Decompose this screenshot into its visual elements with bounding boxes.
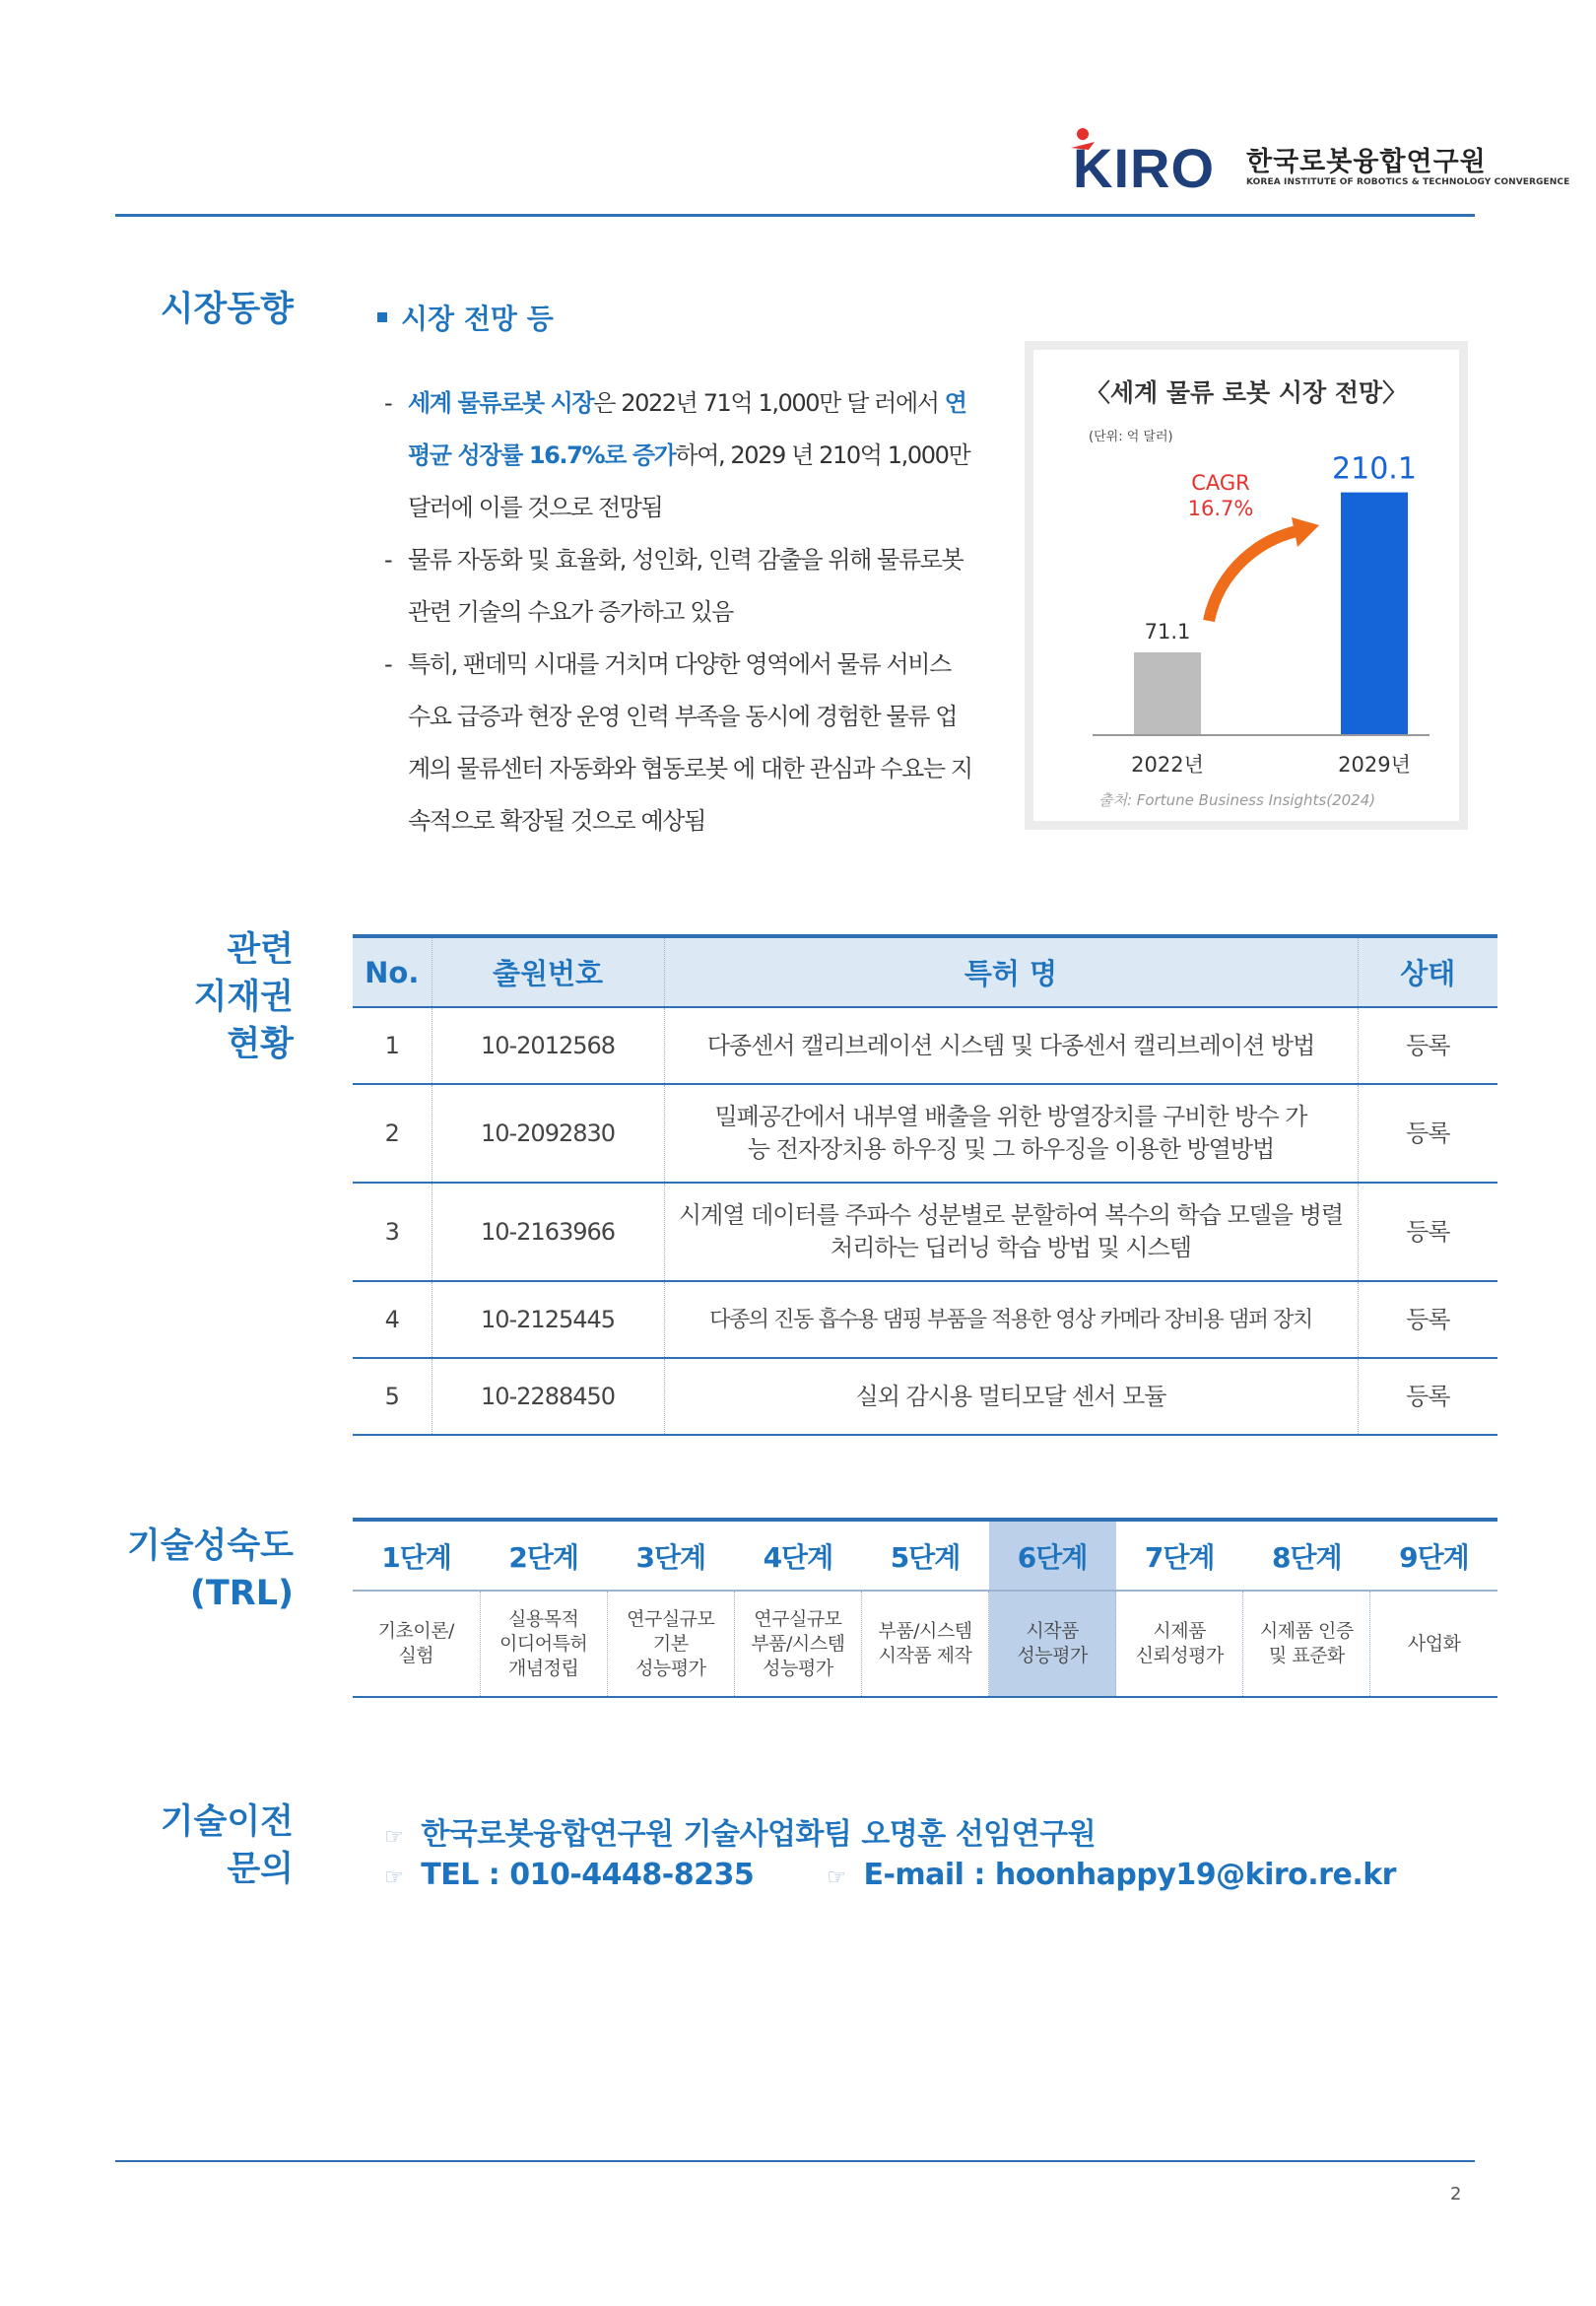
bar-2029년 <box>1341 493 1408 734</box>
chart-svg <box>1033 350 1459 821</box>
cagr-value: 16.7% <box>1187 497 1254 520</box>
trl-desc-line: 부품/시스템 <box>878 1620 972 1642</box>
category-label: 2029년 <box>1338 753 1411 777</box>
col-header-no: No. <box>353 936 432 1007</box>
trl-desc-line: 이디어특허 <box>499 1632 588 1655</box>
header-rule <box>115 214 1475 217</box>
logo-text: KIRO <box>1073 137 1215 195</box>
patent-table <box>353 934 1497 1436</box>
cell-app: 10-2163966 <box>432 1183 664 1281</box>
trl-stage-desc <box>734 1591 861 1697</box>
market-heading: 시장 전망 등 <box>377 298 554 337</box>
section-label-patents: 관련 지재권 현황 <box>193 930 294 1064</box>
kiro-logo-icon <box>1069 126 1241 195</box>
contact-tel: TEL : 010-4448-8235 <box>421 1858 755 1892</box>
cell-no: 2 <box>353 1084 432 1183</box>
trl-stage-desc <box>1243 1591 1370 1697</box>
trl-desc-line: 연구실규모 <box>627 1607 715 1630</box>
bar-2022년 <box>1134 652 1201 734</box>
section-label-trl: 기술성숙도 (TRL) <box>126 1526 294 1613</box>
trl-desc-line: 실험 <box>398 1645 434 1666</box>
trl-stage-desc <box>480 1591 607 1697</box>
trl-desc-line: 및 표준화 <box>1268 1645 1345 1666</box>
footer-rule <box>115 2160 1475 2162</box>
section-label-contact: 기술이전 문의 <box>160 1802 294 1889</box>
chart-title: 〈세계 물류 로봇 시장 전망〉 <box>1085 378 1408 407</box>
contact-email[interactable]: E-mail : hoonhappy19@kiro.re.kr <box>863 1858 1396 1892</box>
trl-desc-line: 개념정립 <box>507 1657 579 1679</box>
kiro-logo <box>1069 126 1570 195</box>
trl-desc-line: 성능평가 <box>763 1657 833 1679</box>
org-name-en: KOREA INSTITUTE OF ROBOTICS & TECHNOLOGY CONVERGENCE <box>1246 177 1570 187</box>
list-item: - 물류 자동화 및 효율화, 성인화, 인력 감출을 위해 물류로봇 관련 기술의 수요가 증가하고 있음 <box>384 546 964 626</box>
trl-stage-header: 3단계 <box>607 1520 734 1591</box>
contact-line-person: ☞ 한국로봇융합연구원 기술사업화팀 오명훈 선임연구원 <box>384 1817 1097 1852</box>
list-item: - 특히, 팬데믹 시대를 거치며 다양한 영역에서 물류 서비스 수요 급증과 현장 운영 인력 부족을 동시에 경험한 물류 업계의 물류센터 자동화와 협동로봇 에 대한 관심과 수요는 지속적으로 확장될 것으로 예상됨 <box>384 650 972 835</box>
trl-stage-desc <box>989 1591 1116 1697</box>
trl-desc-line: 사업화 <box>1407 1632 1461 1655</box>
col-header-app: 출원번호 <box>432 936 664 1007</box>
trl-stage-desc <box>1116 1591 1243 1697</box>
market-chart <box>1025 341 1468 830</box>
trl-stage-header: 4단계 <box>734 1520 861 1591</box>
trl-desc-line: 신뢰성평가 <box>1135 1645 1224 1666</box>
cell-no: 4 <box>353 1281 432 1358</box>
cell-app: 10-2288450 <box>432 1358 664 1435</box>
section-label-market: 시장동향 <box>160 290 294 329</box>
table-row <box>353 1084 1497 1183</box>
cell-name: 밀폐공간에서 내부열 배출을 위한 방열장치를 구비한 방수 가능 전자장치용 하우징 및 그 하우징을 이용한 방열방법 <box>664 1084 1358 1183</box>
col-header-status: 상태 <box>1358 936 1497 1007</box>
cell-status: 등록 <box>1358 1358 1497 1435</box>
category-label: 2022년 <box>1131 753 1204 777</box>
trl-desc-line: 실용목적 <box>507 1607 579 1630</box>
contact-line-phone-email <box>384 1858 1396 1892</box>
cell-no: 5 <box>353 1358 432 1435</box>
trl-desc-line: 시작품 <box>1026 1620 1079 1642</box>
trl-desc-line: 연구실규모 <box>754 1607 842 1630</box>
trl-stage-header: 2단계 <box>480 1520 607 1591</box>
cagr-label: CAGR <box>1191 471 1250 495</box>
trl-stage-header: 9단계 <box>1370 1520 1497 1591</box>
trl-stage-header: 5단계 <box>861 1520 988 1591</box>
cell-app: 10-2012568 <box>432 1007 664 1084</box>
cell-app: 10-2125445 <box>432 1281 664 1358</box>
chart-unit-note: (단위: 억 달러) <box>1089 430 1173 444</box>
pointing-hand-icon: ☞ <box>384 1825 404 1850</box>
trl-stage-desc <box>353 1591 480 1697</box>
trl-stage-desc <box>607 1591 734 1697</box>
table-row <box>353 1281 1497 1358</box>
org-name: 한국로봇융합연구원 <box>1246 147 1487 177</box>
table-row <box>353 1358 1497 1435</box>
trl-table <box>353 1518 1497 1698</box>
table-row <box>353 1183 1497 1281</box>
trl-desc-line: 성능평가 <box>1017 1645 1088 1666</box>
chart-source: 출처: Fortune Business Insights(2024) <box>1098 791 1376 809</box>
trl-desc-line: 성능평가 <box>635 1657 706 1679</box>
cell-name: 다종센서 캘리브레이션 시스템 및 다종센서 캘리브레이션 방법 <box>664 1007 1358 1084</box>
cell-status: 등록 <box>1358 1084 1497 1183</box>
cell-name: 실외 감시용 멀티모달 센서 모듈 <box>664 1358 1358 1435</box>
trl-desc-line: 부품/시스템 <box>751 1632 845 1655</box>
table-row <box>353 1007 1497 1084</box>
col-header-name: 특허 명 <box>664 936 1358 1007</box>
data-label: 71.1 <box>1144 619 1191 644</box>
pointing-hand-icon: ☞ <box>827 1865 846 1890</box>
trl-stage-header: 7단계 <box>1116 1520 1243 1591</box>
cell-name: 시계열 데이터를 주파수 성분별로 분할하여 복수의 학습 모델을 병렬 처리하는 딥러닝 학습 방법 및 시스템 <box>664 1183 1358 1281</box>
cell-app: 10-2092830 <box>432 1084 664 1183</box>
trl-stage-desc <box>1370 1591 1497 1697</box>
cell-status: 등록 <box>1358 1281 1497 1358</box>
trl-desc-line: 시제품 <box>1153 1620 1206 1642</box>
cell-no: 3 <box>353 1183 432 1281</box>
growth-arrow-head-icon <box>1292 517 1319 547</box>
cell-status: 등록 <box>1358 1007 1497 1084</box>
square-bullet-icon <box>377 312 387 322</box>
trl-stage-header: 8단계 <box>1243 1520 1370 1591</box>
trl-desc-line: 기초이론/ <box>377 1620 454 1642</box>
cell-name: 다종의 진동 흡수용 댐핑 부품을 적용한 영상 카메라 장비용 댐퍼 장치 <box>664 1281 1358 1358</box>
page-number: 2 <box>1450 2184 1462 2204</box>
market-bullet-list <box>384 377 975 848</box>
pointing-hand-icon: ☞ <box>384 1865 404 1890</box>
list-item: - 세계 물류로봇 시장은 2022년 71억 1,000만 달 러에서 연평균 성장률 16.7%로 증가하여, 2029 년 210억 1,000만 달러에 이를 것으로 전망됨 <box>384 389 970 521</box>
growth-arrow-icon <box>1209 530 1302 621</box>
data-label: 210.1 <box>1332 451 1417 487</box>
trl-desc-line: 기본 <box>652 1632 689 1655</box>
trl-stage-header: 1단계 <box>353 1520 480 1591</box>
trl-stage-desc <box>861 1591 988 1697</box>
cell-status: 등록 <box>1358 1183 1497 1281</box>
trl-desc-line: 시제품 인증 <box>1259 1620 1354 1642</box>
trl-stage-header: 6단계 <box>989 1520 1116 1591</box>
trl-desc-line: 시작품 제작 <box>878 1645 972 1666</box>
cell-no: 1 <box>353 1007 432 1084</box>
